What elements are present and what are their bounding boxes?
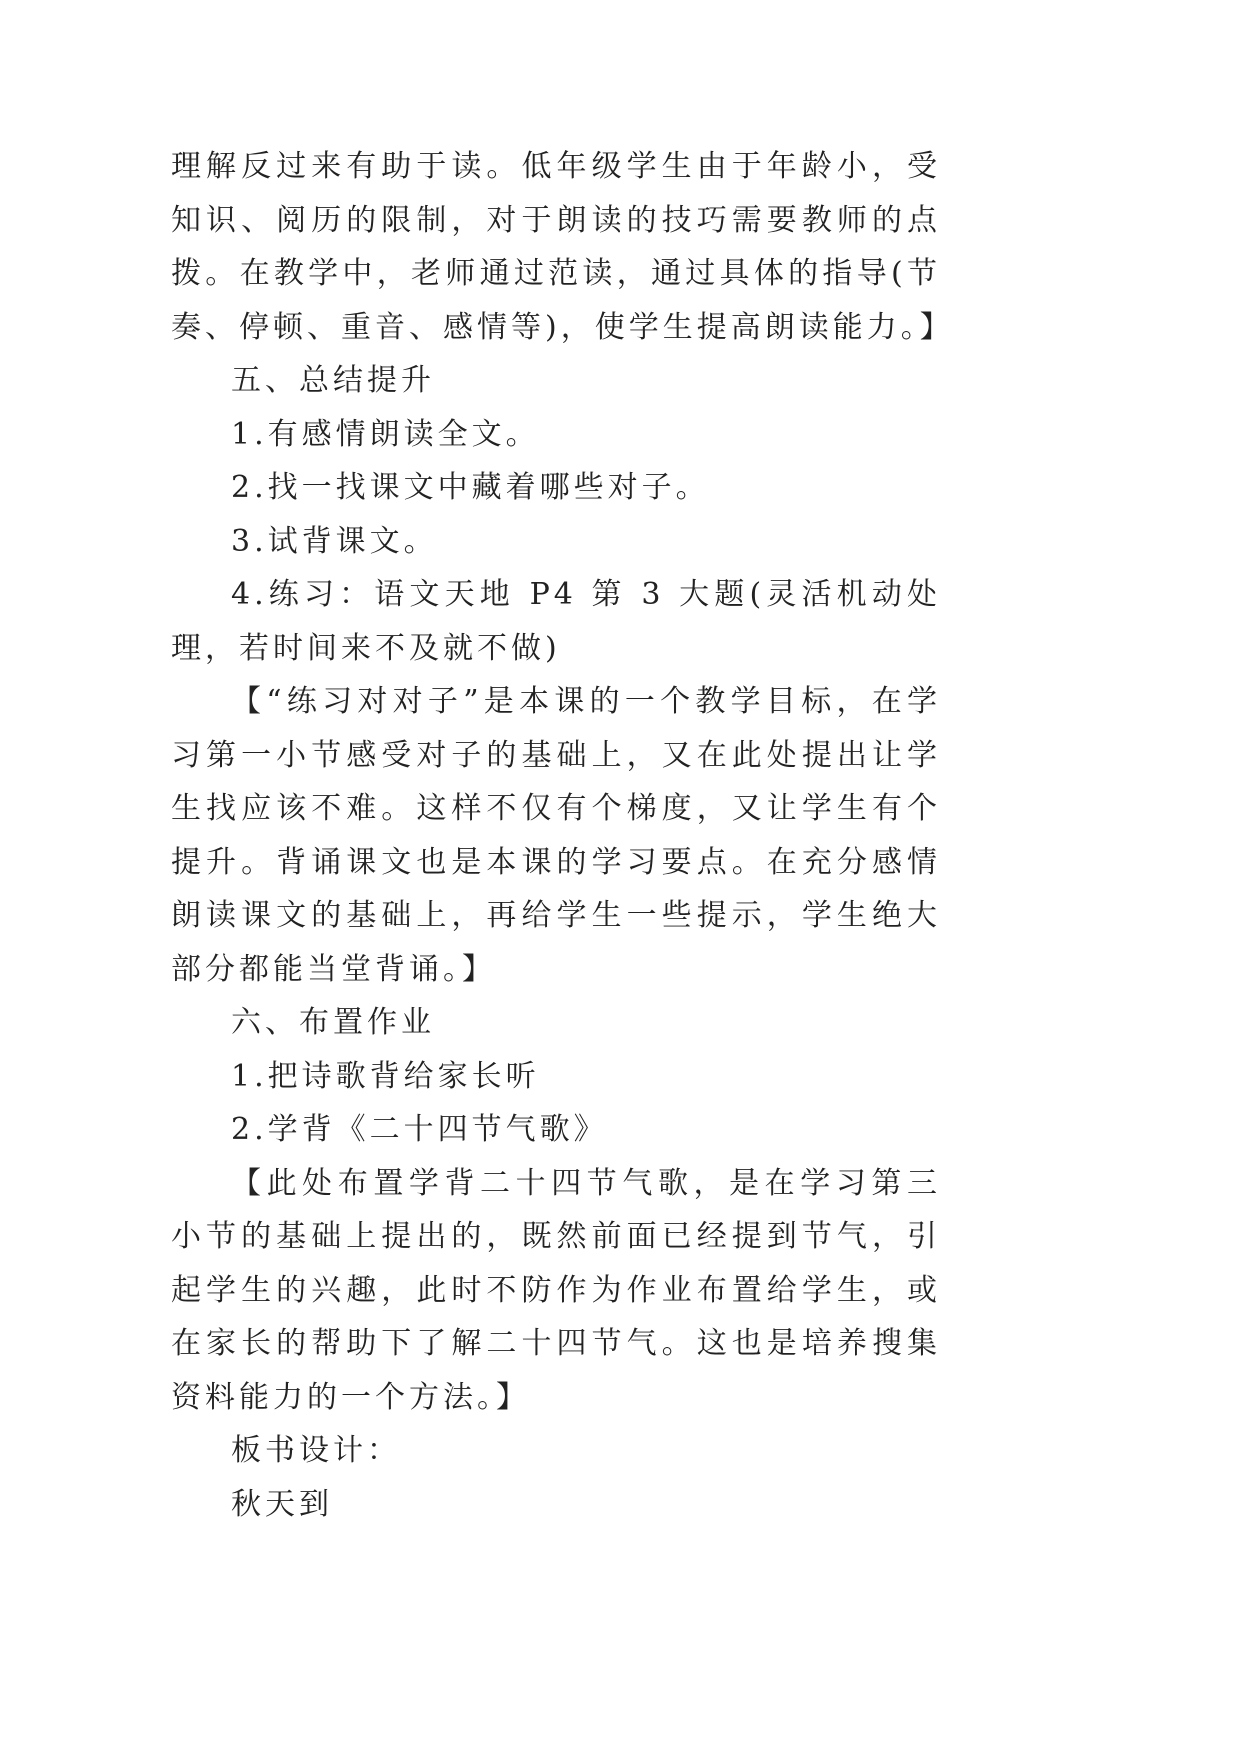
- paragraph-reading-guidance-end: 理解反过来有助于读。低年级学生由于年龄小，受知识、阅历的限制，对于朗读的技巧需要教师的点拨。在教学中，老师通过范读，通过具体的指导(节奏、停顿、重音、感情等)，使学生提高朗读能力。】: [171, 149, 954, 345]
- section-heading-homework: 六、布置作业: [231, 1005, 435, 1040]
- list-item-find-couplets: 2.找一找课文中藏着哪些对子。: [231, 470, 710, 505]
- paragraph-homework-note: 【此处布置学背二十四节气歌，是在学习第三小节的基础上提出的，既然前面已经提到节气，引起学生的兴趣，此时不防作为作业布置给学生，或在家长的帮助下了解二十四节气。这也是培养搜集资料能力的一个方法。】: [171, 1165, 941, 1415]
- list-item-recite: 3.试背课文。: [231, 523, 438, 559]
- document-body: [171, 140, 954, 1531]
- section-heading-summary: 五、总结提升: [231, 363, 435, 398]
- list-item-exercise: 4.练习：语文天地 P4 第 3 大题(灵活机动处理，若时间来不及就不做): [171, 577, 941, 666]
- list-item-read-aloud: 1.有感情朗读全文。: [231, 416, 540, 452]
- list-item-solar-terms-song: 2.学背《二十四节气歌》: [231, 1112, 608, 1147]
- blackboard-design-heading: 板书设计：: [231, 1433, 401, 1468]
- paragraph-couplet-note: 【“练习对对子”是本课的一个教学目标，在学习第一小节感受对子的基础上，又在此处提出让学生找应该不难。这样不仅有个梯度，又让学生有个提升。背诵课文也是本课的学习要点。在充分感情朗读课文的基础上，再给学生一些提示，学生绝大部分都能当堂背诵。】: [171, 684, 941, 987]
- list-item-recite-to-parents: 1.把诗歌背给家长听: [231, 1058, 540, 1094]
- blackboard-title: 秋天到: [231, 1486, 333, 1522]
